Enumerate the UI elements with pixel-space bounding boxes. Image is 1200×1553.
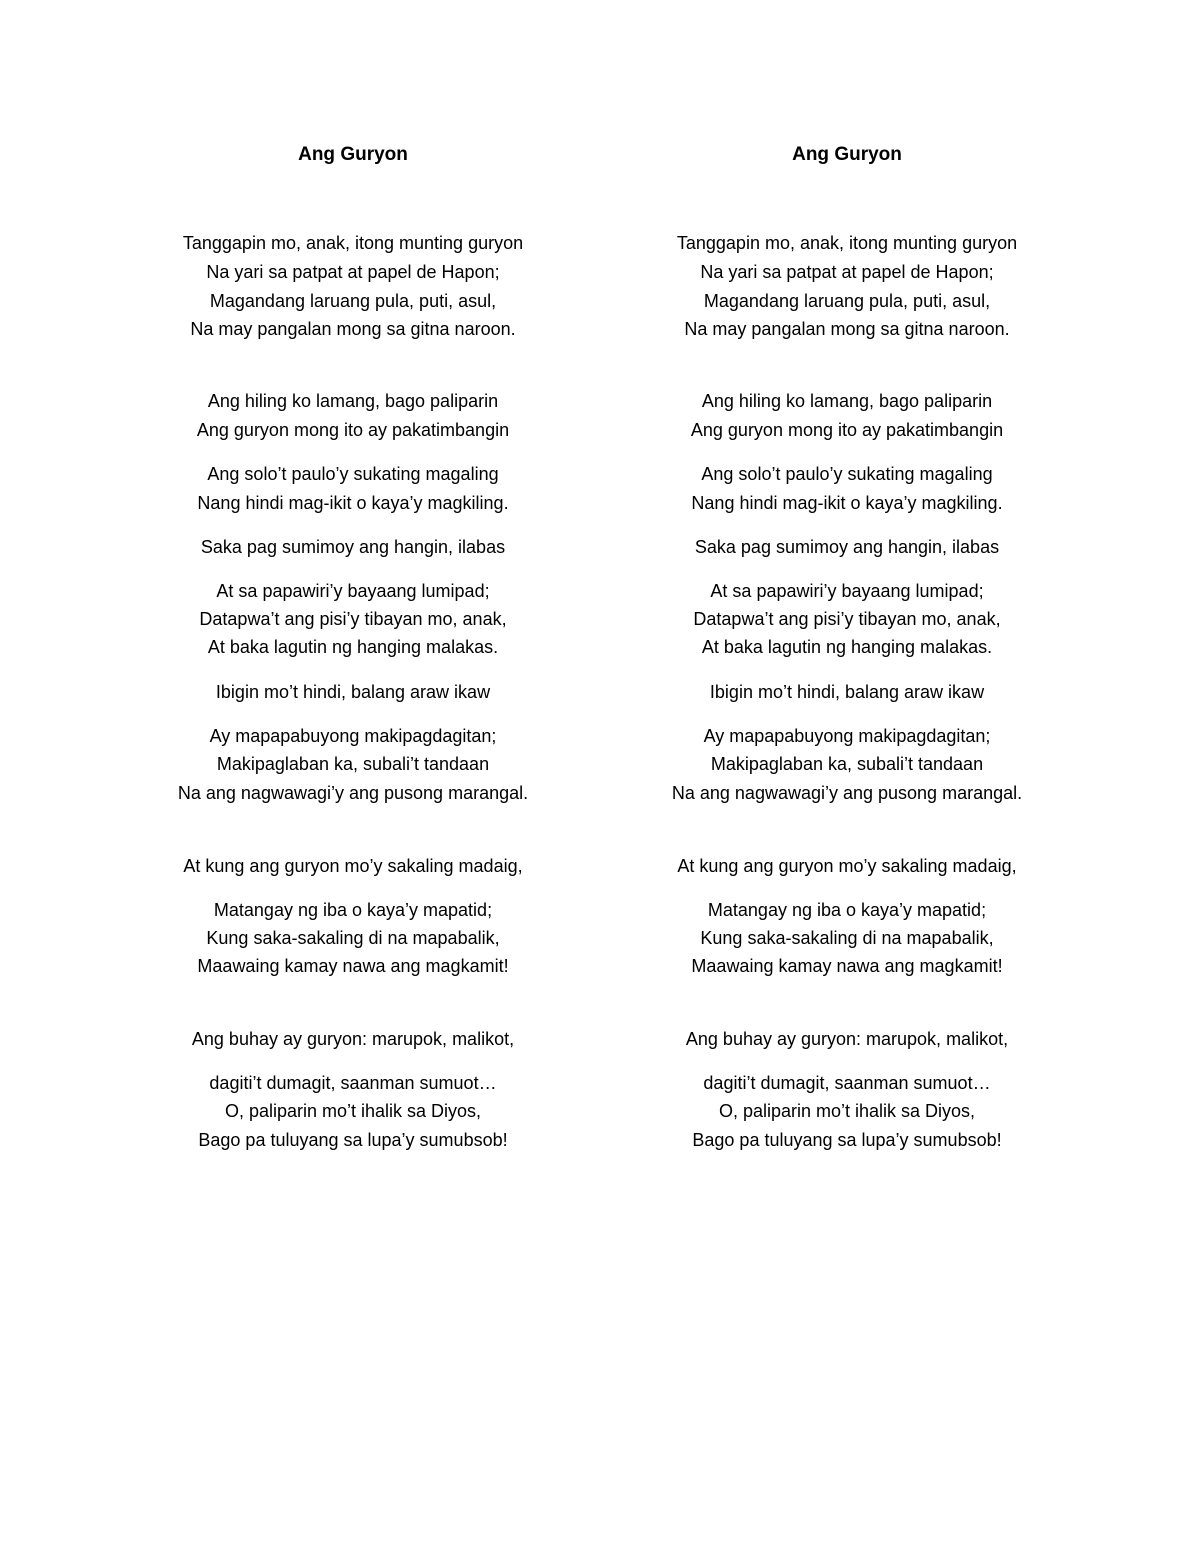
poem-line: Magandang laruang pula, puti, asul, [703, 291, 991, 311]
poem-line: Na ang nagwawagi’y ang pusong marangal. [177, 783, 529, 803]
poem-line: dagiti’t dumagit, saanman sumuot… [703, 1073, 991, 1093]
poem-line: Ang guryon mong ito ay pakatimbangin [690, 420, 1004, 440]
poem-title: Ang Guryon [792, 144, 902, 165]
poem-line: Datapwa’t ang pisi’y tibayan mo, anak, [693, 609, 1001, 629]
poem-line: Nang hindi mag-ikit o kaya’y magkiling. [197, 493, 509, 513]
poem-line: Saka pag sumimoy ang hangin, ilabas [200, 537, 506, 557]
poem-line: Saka pag sumimoy ang hangin, ilabas [694, 537, 1000, 557]
poem-line: Ang buhay ay guryon: marupok, malikot, [191, 1029, 515, 1049]
poem-line: Bago pa tuluyang sa lupa’y sumubsob! [692, 1130, 1002, 1150]
poem-line: At baka lagutin ng hanging malakas. [701, 637, 993, 657]
poem-line: At kung ang guryon mo’y sakaling madaig, [183, 856, 523, 876]
poem-line: O, paliparin mo’t ihalik sa Diyos, [718, 1101, 976, 1121]
poem-title: Ang Guryon [298, 144, 408, 165]
poem-line: Na may pangalan mong sa gitna naroon. [684, 319, 1010, 339]
poem-line: Ang hiling ko lamang, bago paliparin [701, 391, 993, 411]
poem-line: Ang hiling ko lamang, bago paliparin [207, 391, 499, 411]
poem-line: Tanggapin mo, anak, itong munting guryon [676, 233, 1018, 253]
poem-line: Ang buhay ay guryon: marupok, malikot, [685, 1029, 1009, 1049]
poem-line: Datapwa’t ang pisi’y tibayan mo, anak, [199, 609, 507, 629]
poem-line: Ang guryon mong ito ay pakatimbangin [196, 420, 510, 440]
poem-line: Ay mapapabuyong makipagdagitan; [209, 726, 497, 746]
poem-line: Na yari sa patpat at papel de Hapon; [700, 262, 994, 282]
poem-line: Matangay ng iba o kaya’y mapatid; [213, 900, 493, 920]
poem-line: Ang solo’t paulo’y sukating magaling [207, 464, 499, 484]
poem-line: Makipaglaban ka, subali’t tandaan [710, 754, 984, 774]
poem-line: Magandang laruang pula, puti, asul, [209, 291, 497, 311]
poem-line: At sa papawiri’y bayaang lumipad; [216, 581, 490, 601]
poem-line: O, paliparin mo’t ihalik sa Diyos, [224, 1101, 482, 1121]
poem-line: Kung saka-sakaling di na mapabalik, [206, 928, 500, 948]
poem-line: Bago pa tuluyang sa lupa’y sumubsob! [198, 1130, 508, 1150]
poem-line: At kung ang guryon mo’y sakaling madaig, [677, 856, 1017, 876]
poem-line: Makipaglaban ka, subali’t tandaan [216, 754, 490, 774]
poem-line: Ay mapapabuyong makipagdagitan; [703, 726, 991, 746]
poem-line: Na may pangalan mong sa gitna naroon. [190, 319, 516, 339]
poem-line: Kung saka-sakaling di na mapabalik, [700, 928, 994, 948]
poem-line: Matangay ng iba o kaya’y mapatid; [707, 900, 987, 920]
poem-line: Ibigin mo’t hindi, balang araw ikaw [215, 682, 491, 702]
poem-line: Maawaing kamay nawa ang magkamit! [197, 956, 509, 976]
poem-line: dagiti’t dumagit, saanman sumuot… [209, 1073, 497, 1093]
poem-line: Tanggapin mo, anak, itong munting guryon [182, 233, 524, 253]
poem-line: Maawaing kamay nawa ang magkamit! [691, 956, 1003, 976]
poem-line: At sa papawiri’y bayaang lumipad; [710, 581, 984, 601]
poem-line: Nang hindi mag-ikit o kaya’y magkiling. [691, 493, 1003, 513]
poem-line: Na yari sa patpat at papel de Hapon; [206, 262, 500, 282]
poem-line: Na ang nagwawagi’y ang pusong marangal. [671, 783, 1023, 803]
poem-line: At baka lagutin ng hanging malakas. [207, 637, 499, 657]
poem-line: Ang solo’t paulo’y sukating magaling [701, 464, 993, 484]
poem-line: Ibigin mo’t hindi, balang araw ikaw [709, 682, 985, 702]
